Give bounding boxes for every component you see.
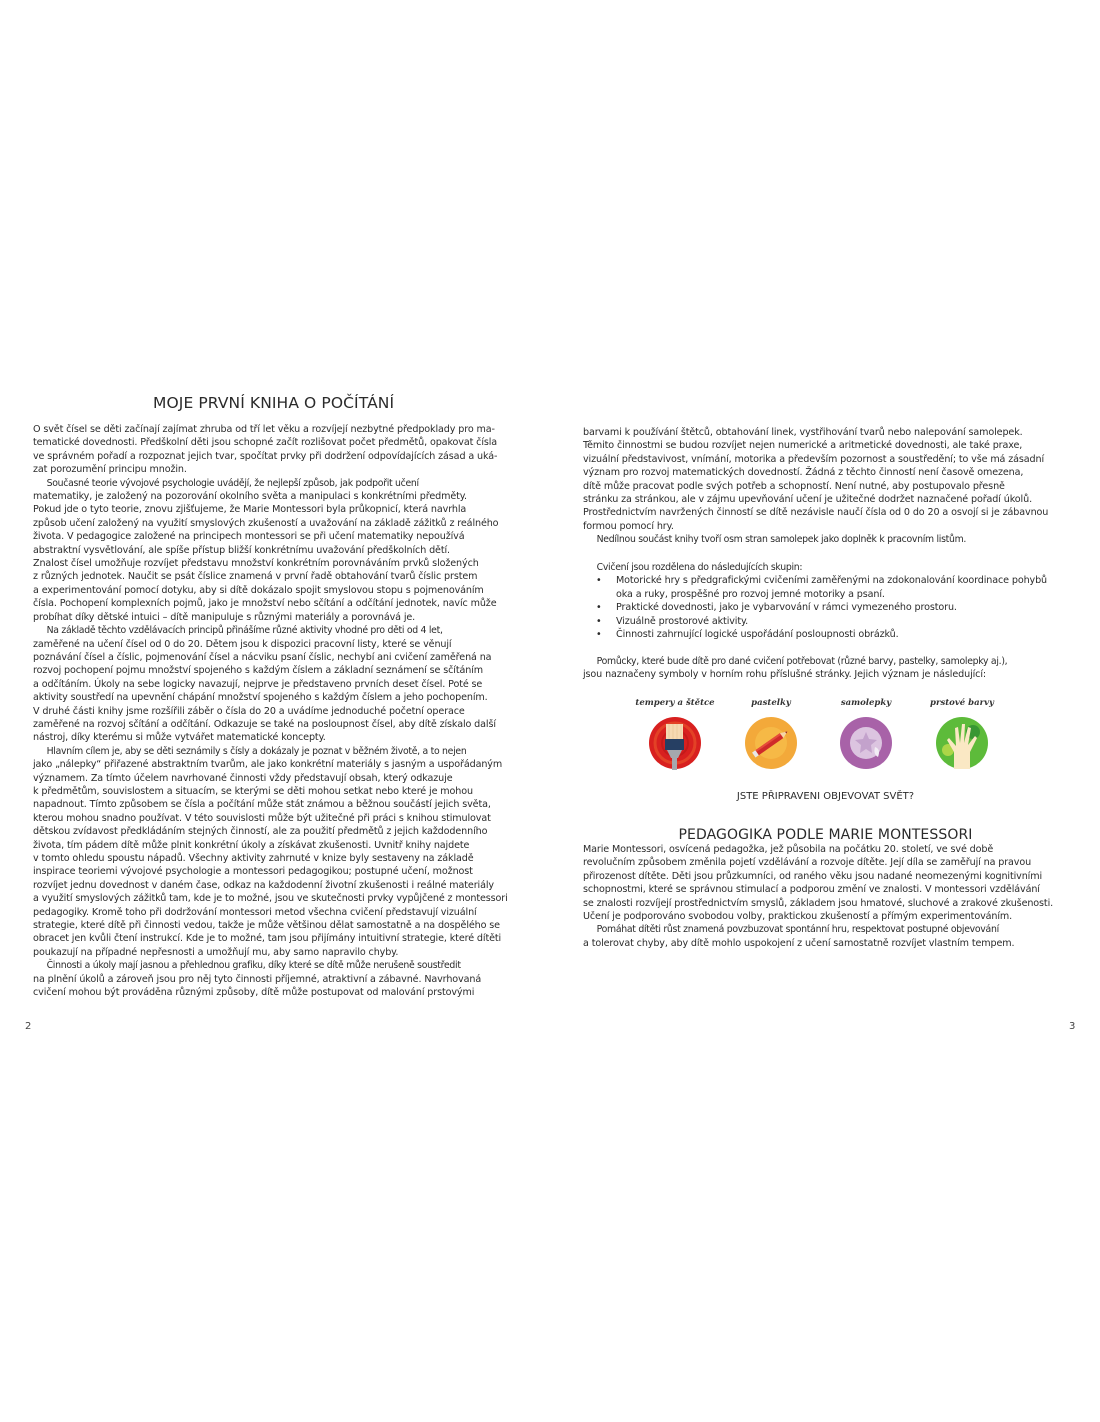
text-line: Marie Montessori, osvícená pedagožka, jež působila na počátku 20. století, ve své době (583, 844, 994, 855)
text-line: přirozenost dítěte. Děti jsou průzkumníci, od raného věku jsou nadané neomezenými kognitivními (583, 870, 1043, 882)
text-line: významem. Za tímto účelem navrhované činnosti vždy představují obsah, který odkazuje (33, 772, 453, 784)
text-line: poznávání čísel a číslic, pojmenování čísel a nácviku psaní číslic, nechybí ani cvičení zaměřená na (33, 651, 492, 663)
bullet-text: Vizuálně prostorové aktivity. (616, 615, 749, 627)
bullet-item (583, 628, 1083, 641)
bullet-icon: • (596, 602, 602, 614)
text-line: Pokud jde o tyto teorie, znovu zjišťujeme, že Marie Montessori byla průkopnicí, která navrhla (33, 504, 467, 516)
bullet-icon: • (596, 615, 602, 627)
pencil-icon (744, 716, 798, 770)
groups-list (583, 574, 1083, 641)
text-line: cvičení mohou být prováděna různými způsoby, dítě může postupovat od malování prstovými (33, 987, 475, 999)
bullet-item (583, 615, 1083, 628)
text-line: Prostřednictvím navržených činností se dítě nezávisle naučí čísla od 0 do 20 a osvojí si je zábavnou (583, 507, 1049, 519)
bullet-icon: • (596, 575, 602, 587)
text-line: význam pro rozvoj matematických dovedností. Žádná z těchto činností není časově omezena, (583, 467, 1024, 479)
text-line: tematické dovednosti. Předškolní děti jsou schopné začít rozlišovat počet předmětů, opakovat čísla (33, 437, 498, 449)
page-number-left: 2 (25, 1021, 32, 1032)
paintbrush-icon (648, 716, 702, 770)
text-line: Na základě těchto vzdělávacích principů přinášíme různé aktivity vhodné pro děti od 4 let, (46, 625, 443, 637)
bullet-text: Praktické dovednosti, jako je vybarvování v rámci vymezeného prostoru. (616, 602, 957, 614)
text-line: zaměřené na učení čísel od 0 do 20. Dětem jsou k dispozici pracovní listy, které se věnují (33, 638, 452, 650)
text-line: Nedílnou součást knihy tvoří osm stran samolepek jako doplněk k pracovním listům. (596, 534, 967, 546)
text-line: rozvoj pochopení pojmu množství spojeného s každým číslem a základní seznámení se sčítáním (33, 665, 483, 677)
text-line: z různých jednotek. Naučit se psát číslice znamená v první řadě obtahování tvarů číslic prstem (33, 571, 478, 583)
text-line: probíhat díky dětské intuici – dítě manipuluje s různými materiály a porovnává je. (33, 611, 416, 623)
text-line: formou pomocí hry. (583, 520, 674, 532)
text-line: Pomůcky, které bude dítě pro dané cvičení potřebovat (různé barvy, pastelky, samolepky aj.), (596, 656, 1008, 667)
page-title: MOJE PRVNÍ KNIHA O POČÍTÁNÍ (153, 394, 395, 412)
text-line: Učení je podporováno svobodou volby, praktickou zkušeností a přímým experimentováním. (583, 911, 1013, 923)
text-line: se znalosti rozvíjejí prostřednictvím smyslů, základem jsou hmatové, sluchové a zrakové zkušenosti. (583, 897, 1054, 909)
text-line: poukazují na případné nepřesnosti a umožňují mu, aby samo napravilo chyby. (33, 946, 399, 958)
text-line: barvami k používání štětců, obtahování linek, vystřihování tvarů nebo nalepování samolepek. (583, 427, 1023, 438)
text-line: revolučním způsobem změnila pojetí vzdělávání a rozvoje dítěte. Její díla se zaměřují na pravou (583, 857, 1032, 869)
section-body-text (583, 843, 1083, 950)
text-line: na plnění úkolů a zároveň jsou pro něj tyto činnosti příjemné, atraktivní a zábavné. Navrhovaná (33, 973, 482, 985)
bullet-item (583, 601, 1083, 614)
text-line: života. V pedagogice založené na principech montessori se při učení matematiky nepoužívá (33, 531, 465, 543)
left-body-text (33, 423, 523, 999)
text-line: kterou mohou snadno používat. V této souvislosti může být užitečné při práci s knihou stimulovat (33, 812, 491, 824)
text-line: způsob učení založený na využití smyslových zkušeností a uvažování na základě zážitků z reálného (33, 517, 499, 529)
text-line: O svět čísel se děti začínají zajímat zhruba od tří let věku a rozvíjejí nezbytné předpoklady pro ma- (33, 424, 495, 435)
icon-item (726, 698, 816, 770)
text-line: abstraktní vysvětlování, ale spíše přístup bližší konkrétnímu uvažování předškolních dětí. (33, 544, 450, 556)
page-number-right: 3 (1069, 1021, 1076, 1032)
text-line: V druhé části knihy jsme rozšířili záběr o čísla do 20 a uvádíme jednoduché početní operace (33, 705, 465, 717)
text-line: Znalost čísel umožňuje rozvíjet představu množství konkrétním porovnáváním prvků složených (33, 558, 479, 570)
text-line: inspirace teoriemi vývojové psychologie a montessori pedagogikou; postupné učení, možnost (33, 866, 473, 878)
text-line: dětskou zvídavost předkládáním stejných činností, ale za použití předmětů z jejich každodenního (33, 826, 488, 838)
text-line: a experimentování pomocí dotyku, aby si dítě dokázalo spojit smyslovou stopu s pojmenováním (33, 584, 484, 596)
bullet-icon: • (596, 629, 602, 641)
groups-intro: Cvičení jsou rozdělena do následujících skupin: (596, 562, 803, 573)
icon-item (630, 698, 720, 770)
hand-icon (935, 716, 989, 770)
text-line: v tomto ohledu spoustu nápadů. Všechny aktivity zahrnuté v knize byly sestaveny na základě (33, 853, 474, 864)
text-line: Pomáhat dítěti růst znamená povzbuzovat spontánní hru, respektovat postupné objevování (596, 924, 999, 936)
bullet-text: Motorické hry s předgrafickými cvičeními zaměřenými na zdokonalování koordinace pohybů (616, 575, 1048, 587)
text-line: Činnosti a úkoly mají jasnou a přehlednou grafiku, díky které se dítě může nerušeně soustředit (46, 960, 461, 972)
sticker-icon (839, 716, 893, 770)
text-line: k předmětům, souvislostem a situacím, se kterými se děti mohou setkat nebo které je mohou (33, 785, 473, 797)
text-line: matematiky, je založený na pozorování okolního světa a manipulaci s konkrétními předměty. (33, 491, 467, 503)
text-line: obracet jen kvůli čtení instrukcí. Kde je to možné, tam jsou přijímány intuitivní strategie, které dítěti (33, 933, 502, 945)
icon-item (917, 698, 1007, 770)
text-line: Těmito činnostmi se budou rozvíjet nejen numerické a aritmetické dovednosti, ale také praxe, (583, 440, 1023, 452)
text-line: nástroj, díky kterému si může vytvářet matematické koncepty. (33, 732, 326, 744)
text-line: vizuální představivost, vnímání, motorika a především pozornost a soustředění; to vše má zásadní (583, 453, 1045, 465)
icon-label: prstové barvy (930, 698, 994, 708)
bullet-item (583, 574, 1083, 601)
icon-item (821, 698, 911, 770)
bullet-text: oka a ruky, prospěšné pro rozvoj jemné motoriky a psaní. (616, 588, 885, 600)
text-line: aktivity soustředí na upevnění chápání množství spojeného s každým číslem a jeho pochopením. (33, 692, 488, 704)
text-line: jsou naznačeny symboly v horním rohu příslušné stránky. Jejich význam je následující: (583, 669, 986, 681)
text-line: rozvíjet jednu dovednost v daném čase, odkaz na každodenní životní zkušenosti i reálné materiály (33, 879, 494, 891)
text-line: Hlavním cílem je, aby se děti seznámily s čísly a dokázaly je poznat v běžném životě, a to nejen (46, 745, 467, 757)
text-line: schopnostmi, které se správnou stimulací a podporou změní ve znalosti. V montessori vzdělávání (583, 884, 1040, 896)
text-line: a tolerovat chyby, aby dítě mohlo uspokojení z učení samostatně rozvíjet vlastním tempem. (583, 937, 1015, 949)
text-line: pedagogiky. Kromě toho při dodržování montessori metod všechna cvičení představují vizuální (33, 906, 477, 918)
text-line: ve správném pořadí a rozpoznat jejich tvar, spočítat prvky při dodržení odpovídajících zásad a uká- (33, 450, 498, 462)
tagline: JSTE PŘIPRAVENI OBJEVOVAT SVĚT? (736, 791, 915, 802)
right-page (550, 0, 1100, 1422)
text-line: zat porozumění principu množin. (33, 464, 187, 476)
bullet-text: Činnosti zahrnující logické uspořádání posloupnosti obrázků. (616, 629, 899, 641)
text-line: a odčítáním. Úkoly na sebe logicky navazují, nejprve je představeno prvních deset čísel. Poté se (33, 678, 483, 690)
text-line: čísla. Pochopení komplexních pojmů, jako je množství nebo sčítání a odčítání jednotek, navíc může (33, 598, 497, 610)
text-line: stránku za stránkou, ale v zájmu upevňování učení je užitečné dodržet naznačené pořadí úkolů. (583, 494, 1032, 506)
tool-icons (630, 698, 1010, 773)
text-line: dítě může pracovat podle svých potřeb a schopností. Není nutné, aby postupovalo přesně (583, 480, 1005, 492)
text-line: Současné teorie vývojové psychologie uvádějí, že nejlepší způsob, jak podpořit učení (46, 477, 419, 489)
tools-text (583, 655, 1083, 682)
text-line: jako „nálepky“ přiřazené abstraktním tvarům, ale jako konkrétní materiály s jasným a uspořádaným (33, 759, 503, 771)
text-line: zaměřené na rozvoj sčítání a odčítání. Odkazuje se také na posloupnost čísel, aby dítě získalo další (33, 718, 496, 730)
icon-label: pastelky (751, 698, 791, 708)
text-line: života, tím pádem dítě může plnit konkrétní úkoly a získávat zkušenosti. Uvnitř knihy najdete (33, 839, 470, 851)
section-title: PEDAGOGIKA PODLE MARIE MONTESSORI (678, 827, 973, 843)
groups-section (583, 561, 1083, 641)
text-line: a využití smyslových zážitků tam, kde je to možné, jsou ve skutečnosti prvky vypůjčené z montessori (33, 893, 508, 905)
text-line: strategie, které dítě při činnosti vedou, takže je může většinou dělat samostatně a na dospělého se (33, 920, 500, 932)
icon-label: tempery a štětce (635, 698, 715, 708)
right-intro-text (583, 426, 1073, 547)
text-line: napadnout. Tímto způsobem se čísla a počítání může stát známou a běžnou součástí jejich světa, (33, 799, 491, 811)
icon-label: samolepky (840, 698, 892, 708)
